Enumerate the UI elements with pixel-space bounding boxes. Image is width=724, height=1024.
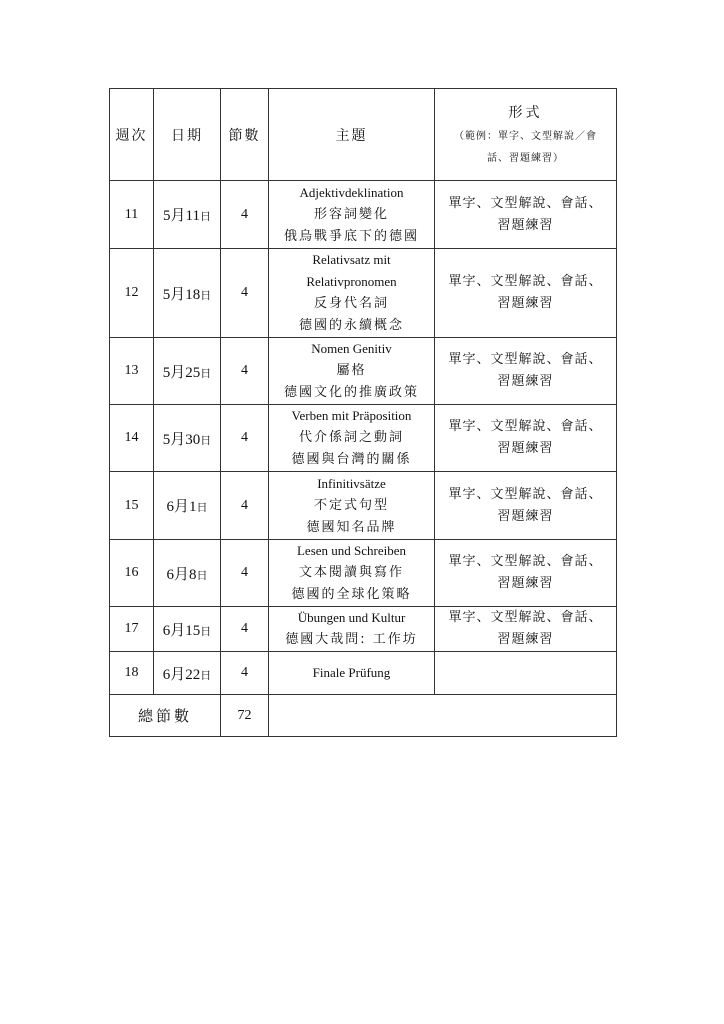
week-cell: 13 xyxy=(110,338,154,405)
topic-line: 反身代名詞 xyxy=(313,296,389,311)
week-cell: 17 xyxy=(110,607,154,652)
format-cell xyxy=(435,472,617,540)
date-day-suffix: 日 xyxy=(200,366,212,380)
periods-cell: 4 xyxy=(221,607,269,652)
date-month-day: 5月11 xyxy=(163,208,200,224)
topic-cell xyxy=(269,472,435,540)
topic-cell xyxy=(269,181,435,249)
schedule-row xyxy=(110,405,617,472)
periods-cell: 4 xyxy=(221,472,269,540)
topic-cell xyxy=(269,607,435,652)
date-month-day: 5月30 xyxy=(162,431,201,448)
format-line: 習題練習 xyxy=(497,632,554,647)
date-cell xyxy=(154,181,221,249)
format-line: 單字、文型解說、會話、 xyxy=(448,419,603,434)
total-value: 72 xyxy=(221,695,269,737)
header-format-example-line2: 話、習題練習） xyxy=(487,152,564,164)
topic-line: 德國與台灣的關係 xyxy=(291,452,412,467)
header-periods: 節數 xyxy=(221,89,269,181)
format-cell xyxy=(435,249,617,338)
periods-cell: 4 xyxy=(221,181,269,249)
date-cell xyxy=(154,405,221,472)
date-cell xyxy=(154,338,221,405)
format-cell xyxy=(435,540,617,607)
format-cell xyxy=(435,338,617,405)
schedule-row xyxy=(110,540,617,607)
topic-line: Relativsatz mit xyxy=(312,252,391,267)
format-cell xyxy=(435,181,617,249)
format-cell xyxy=(435,652,617,695)
total-label: 總節數 xyxy=(110,695,221,737)
week-cell: 16 xyxy=(110,540,154,607)
topic-line: 德國知名品牌 xyxy=(306,519,397,535)
format-line: 習題練習 xyxy=(497,296,554,311)
date-month-day: 6月8 xyxy=(166,566,197,583)
date-day-suffix: 日 xyxy=(200,668,212,682)
topic-line: Adjektivdeklination xyxy=(299,184,404,200)
topic-line: 俄烏戰爭底下的德國 xyxy=(283,228,419,244)
week-cell: 14 xyxy=(110,405,154,472)
header-format xyxy=(435,89,617,181)
topic-line: Nomen Genitiv xyxy=(311,341,392,356)
topic-line: Finale Prüfung xyxy=(312,665,391,680)
format-line: 單字、文型解說、會話、 xyxy=(448,352,603,367)
date-month-day: 5月25 xyxy=(162,364,201,381)
header-row xyxy=(110,89,617,181)
date-day-suffix: 日 xyxy=(196,568,208,582)
week-cell: 15 xyxy=(110,472,154,540)
topic-line: Verben mit Präposition xyxy=(291,408,412,423)
format-line: 單字、文型解說、會話、 xyxy=(448,195,603,211)
topic-cell xyxy=(269,652,435,695)
schedule-row xyxy=(110,472,617,540)
topic-line: 德國大哉問: 工作坊 xyxy=(285,632,418,647)
format-line: 習題練習 xyxy=(497,508,554,524)
topic-line: 德國的全球化策略 xyxy=(291,587,412,602)
date-cell xyxy=(154,607,221,652)
schedule-row xyxy=(110,249,617,338)
schedule-row xyxy=(110,607,617,652)
format-cell xyxy=(435,607,617,652)
format-line: 單字、文型解說、會話、 xyxy=(448,274,603,289)
date-cell xyxy=(154,249,221,338)
date-month-day: 6月22 xyxy=(162,666,201,683)
periods-cell: 4 xyxy=(221,405,269,472)
date-month-day: 6月1 xyxy=(166,499,197,515)
format-line: 習題練習 xyxy=(497,441,554,456)
topic-line: Infinitivsätze xyxy=(317,475,386,491)
topic-line: 德國文化的推廣政策 xyxy=(283,385,419,400)
format-line: 單字、文型解說、會話、 xyxy=(448,554,603,569)
week-cell: 18 xyxy=(110,652,154,695)
topic-line: Übungen und Kultur xyxy=(297,610,406,625)
periods-cell: 4 xyxy=(221,249,269,338)
schedule-row xyxy=(110,338,617,405)
week-cell: 11 xyxy=(110,181,154,249)
topic-line: 屬格 xyxy=(336,363,367,378)
header-format-example-line1: （範例：單字、文型解說／會 xyxy=(454,130,597,142)
topic-cell xyxy=(269,540,435,607)
format-cell xyxy=(435,405,617,472)
topic-cell xyxy=(269,338,435,405)
topic-line: 代介係詞之動詞 xyxy=(298,430,404,445)
schedule-row xyxy=(110,181,617,249)
date-month-day: 5月18 xyxy=(162,286,201,303)
periods-cell: 4 xyxy=(221,540,269,607)
course-schedule-table xyxy=(109,88,617,737)
topic-line: Relativpronomen xyxy=(306,274,397,289)
header-format-title: 形式 xyxy=(508,104,543,121)
week-cell: 12 xyxy=(110,249,154,338)
header-date: 日期 xyxy=(154,89,221,181)
format-line: 單字、文型解說、會話、 xyxy=(448,486,603,502)
date-cell xyxy=(154,652,221,695)
header-topic: 主題 xyxy=(269,89,435,181)
format-line: 單字、文型解說、會話、 xyxy=(448,610,603,625)
topic-line: 文本閱讀與寫作 xyxy=(298,565,404,580)
date-month-day: 6月15 xyxy=(162,622,201,639)
topic-cell xyxy=(269,249,435,338)
total-row xyxy=(110,695,617,737)
date-cell xyxy=(154,472,221,540)
date-day-suffix: 日 xyxy=(199,210,211,223)
date-day-suffix: 日 xyxy=(196,501,208,514)
date-day-suffix: 日 xyxy=(200,288,212,302)
format-line: 習題練習 xyxy=(497,576,554,591)
format-line: 習題練習 xyxy=(497,374,554,389)
schedule-row xyxy=(110,652,617,695)
topic-line: 形容詞變化 xyxy=(313,206,389,222)
periods-cell: 4 xyxy=(221,338,269,405)
topic-line: Lesen und Schreiben xyxy=(296,543,407,558)
topic-line: 德國的永續概念 xyxy=(298,318,404,333)
topic-cell xyxy=(269,405,435,472)
date-day-suffix: 日 xyxy=(200,433,212,447)
header-week: 週次 xyxy=(110,89,154,181)
format-line: 習題練習 xyxy=(497,217,554,233)
date-cell xyxy=(154,540,221,607)
topic-line: 不定式句型 xyxy=(313,497,389,513)
total-empty-cell xyxy=(269,695,617,737)
periods-cell: 4 xyxy=(221,652,269,695)
date-day-suffix: 日 xyxy=(200,624,212,638)
schedule-body xyxy=(110,181,617,695)
